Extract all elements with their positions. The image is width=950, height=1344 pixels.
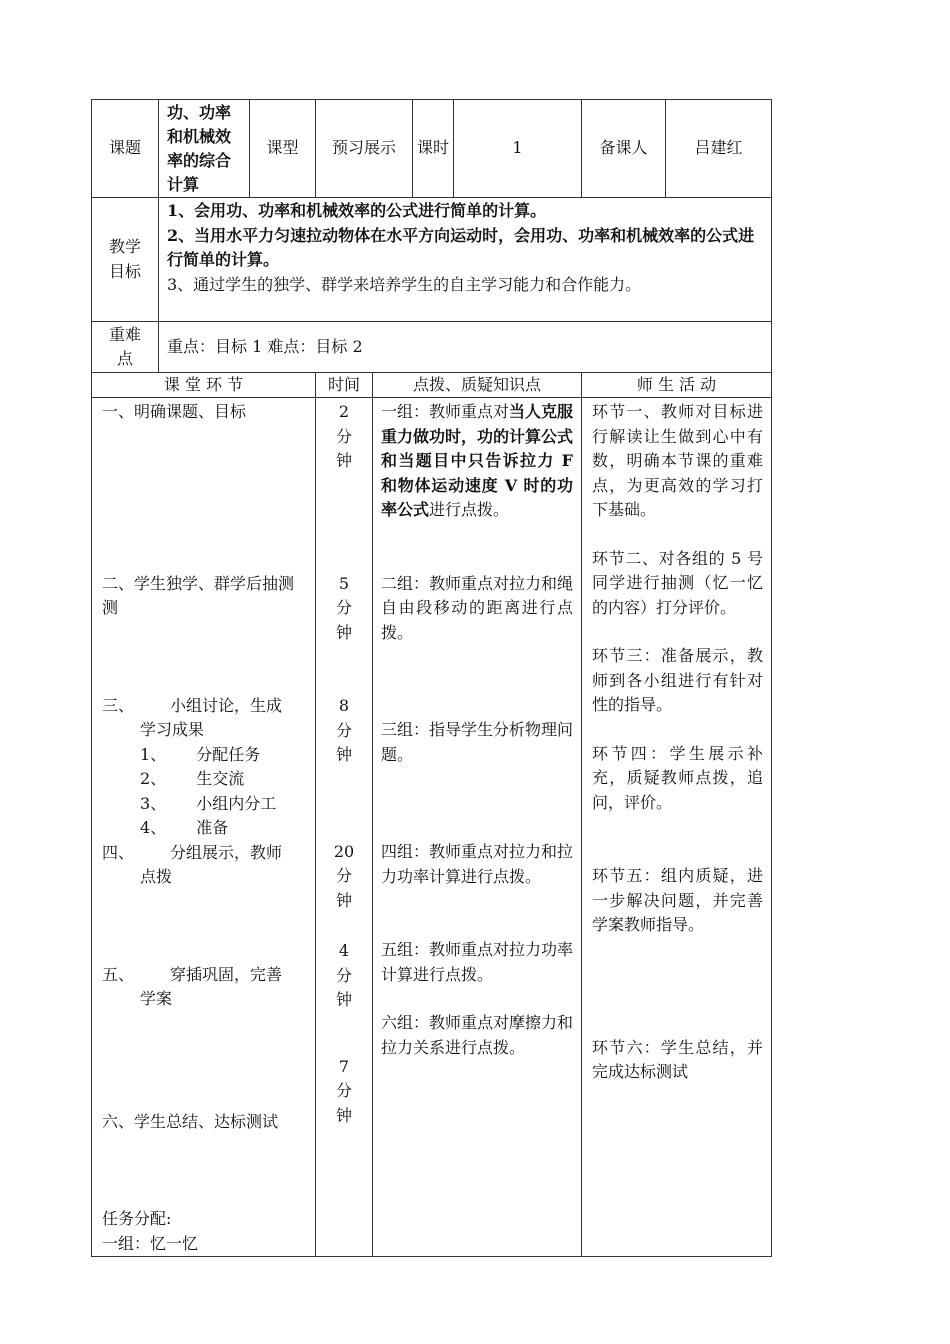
stage-1: 一、明确课题、目标 [102,402,247,421]
stage-3: 三、 小组讨论，生成 [102,695,283,715]
guidance-3: 三组：指导学生分析物理问题。 [381,720,574,764]
topic-value: 功、功率和机械效率的综合计算 [159,100,250,198]
col-guidance: 点拨、质疑知识点 [373,373,582,398]
activity-5: 环节五：组内质疑，进一步解决问题，并完善学案教师指导。 [592,866,764,934]
objective-1: 1、会用功、功率和机械效率的公式进行简单的计算。 [167,201,547,220]
key-points-row [92,322,772,373]
stage-3-sub-2: 2、 生交流 [140,769,245,788]
time-3: 8 分 钟 [335,696,352,764]
type-value: 预习展示 [316,100,413,198]
time-2: 5 分 钟 [335,573,352,642]
objectives-label: 教学目标 [92,198,159,322]
activity-6: 环节六：学生总结，并完成达标测试 [592,1037,764,1081]
guidance-5: 五组：教师重点对拉力功率计算进行点拨。 [381,940,574,984]
stage-6: 六、学生总结、达标测试 [102,1111,279,1131]
topic-label: 课题 [92,100,159,198]
activity-1: 环节一、教师对目标进行解读让生做到心中有数，明确本节课的重难点，为更高效的学习打下基础。 [592,402,764,519]
preparer-label: 备课人 [582,100,666,198]
objective-2: 2、当用水平力匀速拉动物体在水平方向运动时，会用功、功率和机械效率的公式进行简单的计算。 [167,225,755,269]
guidance-2: 二组：教师重点对拉力和绳自由段移动的距离进行点拨。 [381,573,574,642]
stage-3-sub-4: 4、 准备 [140,818,229,837]
lesson-plan-table [91,99,772,1257]
activity-column [582,398,772,1257]
preparer-value: 吕建红 [666,100,772,198]
activity-2: 环节二、对各组的 5 号同学进行抽测（忆一忆的内容）打分评价。 [592,548,764,617]
time-1: 2 分 钟 [335,402,352,470]
hours-label: 课时 [413,100,454,198]
col-activity: 师 生 活 动 [582,373,772,398]
task-label: 任务分配: [102,1209,172,1228]
stage-3-sub-1: 1、 分配任务 [140,744,261,764]
header-row [92,100,772,198]
stage-3-sub-3: 3、 小组内分工 [140,793,277,813]
time-4: 20 分 钟 [333,841,355,910]
objectives-row [92,198,772,322]
time-5: 4 分 钟 [335,941,352,1009]
column-header-row [92,373,772,398]
guidance-column [373,398,582,1257]
hours-value: 1 [454,100,582,198]
key-points-label: 重难点 [92,322,159,373]
type-label: 课型 [250,100,316,198]
time-6: 7 分 钟 [335,1056,352,1125]
objective-3: 3、通过学生的独学、群学来培养学生的自主学习能力和合作能力。 [167,274,642,294]
guidance-6: 六组：教师重点对摩擦力和拉力关系进行点拨。 [381,1013,574,1057]
stage-2: 二、学生独学、群学后抽测 [102,573,295,593]
guidance-4: 四组：教师重点对拉力和拉力功率计算进行点拨。 [381,842,574,886]
stage-4: 四、 分组展示，教师 [102,842,283,862]
col-time: 时间 [316,373,373,398]
time-column [316,398,373,1257]
guidance-1: 一组：教师重点对当人克服重力做功时，功的计算公式和当题目中只告诉拉力 F 和物体运动速度 V 时的功率公式进行点拨。 [381,402,574,519]
activity-3: 环节三：准备展示，教师到各小组进行有针对性的指导。 [592,646,764,714]
stage-5: 五、 穿插巩固，完善 [102,964,283,984]
activity-4: 环节四：学生展示补充，质疑教师点拨，追问，评价。 [592,743,764,812]
objectives-content [159,198,772,322]
task-1: 一组：忆一忆 [102,1233,199,1253]
stage-column: 一、明确课题、目标 二、学生独学、群学后抽测 测 三、 小组讨论，生成 学习成果 1、 分配任务 2、 生交流 3、 小组内分工 4、 准备 四、 分组展示，教师 点拨 五、 穿插巩固，完善 学案 六、学生总结、达标测试 任务分配: 一组：忆一忆 [92,398,316,1257]
body-row [92,398,772,1257]
col-stage: 课 堂 环 节 [92,373,316,398]
key-points-value: 重点：目标 1 难点：目标 2 [159,322,772,373]
